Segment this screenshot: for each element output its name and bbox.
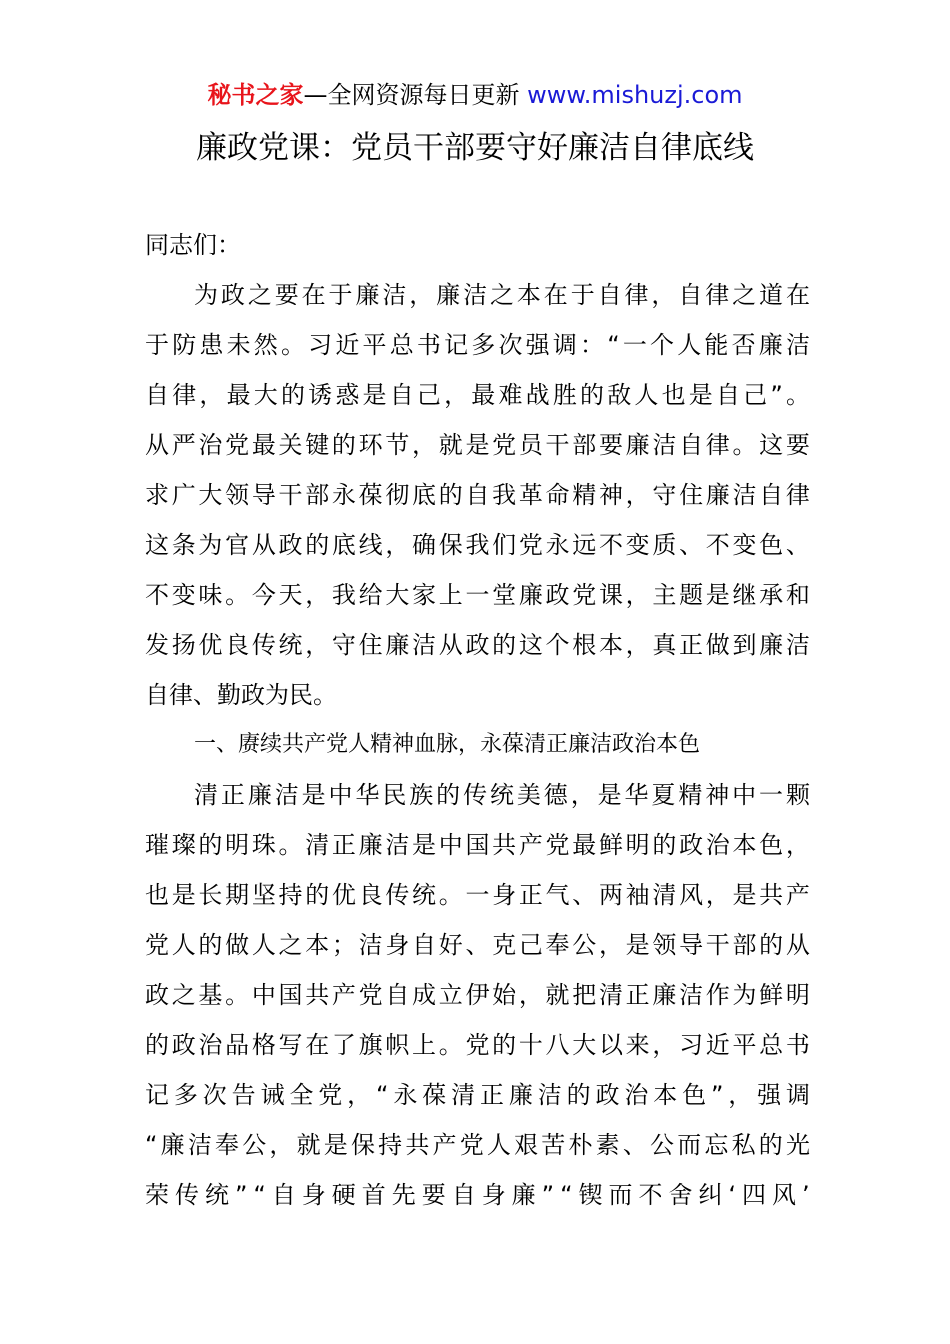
site-header bbox=[0, 78, 950, 112]
paragraph-line: 也 是 长 期 坚 持 的 优 良 传 统 。 一 身 正 气 、 两 袖 清 风 ， 是 共 产 bbox=[145, 881, 810, 909]
paragraph-line: 璀 璨 的 明 珠 。 清 正 廉 洁 是 中 国 共 产 党 最 鲜 明 的 政 治 本 色 ， bbox=[145, 831, 810, 859]
paragraph-line: 于 防 患 未 然 。 习 近 平 总 书 记 多 次 强 调 ： “ 一 个 人 能 否 廉 洁 bbox=[145, 331, 810, 359]
paragraph-line: 从 严 治 党 最 关 键 的 环 节 ， 就 是 党 员 干 部 要 廉 洁 自 律 。 这 要 bbox=[145, 431, 810, 459]
paragraph-line: 党 人 的 做 人 之 本 ； 洁 身 自 好 、 克 己 奉 公 ， 是 领 导 干 部 的 从 bbox=[145, 931, 810, 959]
paragraph-line: 荣 传 统 ” “ 自 身 硬 首 先 要 自 身 廉 ” “ 锲 而 不 舍 纠 ‘ 四 风 ’ bbox=[145, 1181, 810, 1209]
paragraph-line: 政 之 基 。 中 国 共 产 党 自 成 立 伊 始 ， 就 把 清 正 廉 洁 作 为 鲜 明 bbox=[145, 981, 810, 1009]
document-title: 廉政党课：党员干部要守好廉洁自律底线 bbox=[196, 130, 754, 166]
brand-name: 秘书之家 bbox=[207, 81, 304, 109]
paragraph-line: 求 广 大 领 导 干 部 永 葆 彻 底 的 自 我 革 命 精 神 ， 守 住 廉 洁 自 律 bbox=[145, 481, 810, 509]
section-heading: 一、赓续共产党人精神血脉，永葆清正廉洁政治本色 bbox=[194, 732, 701, 757]
paragraph-line: 记 多 次 告 诫 全 党 ， “ 永 葆 清 正 廉 洁 的 政 治 本 色 ” ， 强 调 bbox=[145, 1081, 810, 1109]
header-tagline: —全网资源每日更新 bbox=[303, 81, 520, 109]
paragraph-line: 的 政 治 品 格 写 在 了 旗 帜 上 。 党 的 十 八 大 以 来 ， 习 近 平 总 书 bbox=[145, 1031, 810, 1059]
salutation-line: 同志们： bbox=[145, 231, 241, 259]
paragraph-line: “ 廉 洁 奉 公 ， 就 是 保 持 共 产 党 人 艰 苦 朴 素 、 公 而 忘 私 的 光 bbox=[145, 1131, 810, 1159]
paragraph-line: 清 正 廉 洁 是 中 华 民 族 的 传 统 美 德 ， 是 华 夏 精 神 中 一 颗 bbox=[194, 781, 810, 809]
paragraph-line: 发 扬 优 良 传 统 ， 守 住 廉 洁 从 政 的 这 个 根 本 ， 真 正 做 到 廉 洁 bbox=[145, 631, 810, 659]
paragraph-line: 为 政 之 要 在 于 廉 洁 ， 廉 洁 之 本 在 于 自 律 ， 自 律 之 道 在 bbox=[194, 281, 810, 309]
paragraph-line: 不 变 味 。 今 天 ， 我 给 大 家 上 一 堂 廉 政 党 课 ， 主 题 是 继 承 和 bbox=[145, 581, 810, 609]
paragraph-line: 自律、勤政为民。 bbox=[145, 681, 337, 709]
paragraph-line: 这 条 为 官 从 政 的 底 线 ， 确 保 我 们 党 永 远 不 变 质 、 不 变 色 、 bbox=[145, 531, 810, 559]
site-url-link[interactable]: www.mishuzj.com bbox=[527, 81, 743, 109]
paragraph-line: 自 律 ， 最 大 的 诱 惑 是 自 己 ， 最 难 战 胜 的 敌 人 也 是 自 己 ” 。 bbox=[145, 381, 810, 409]
